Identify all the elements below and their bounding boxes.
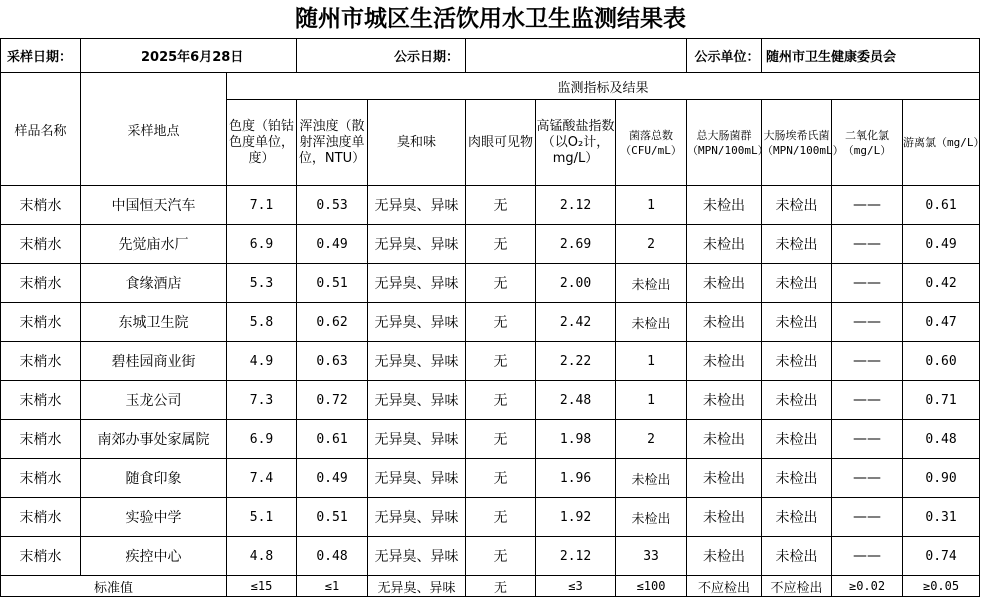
- standard-odor: 无异臭、异味: [368, 576, 466, 597]
- permanganate-cell: 2.42: [536, 303, 616, 342]
- standard-turbidity: ≤1: [297, 576, 368, 597]
- color-cell: 6.9: [227, 225, 297, 264]
- header-ecoli: 大肠埃希氏菌（MPN/100mL）: [762, 100, 832, 186]
- odor-cell: 无异臭、异味: [368, 303, 466, 342]
- publish-unit-label: 公示单位：: [687, 39, 762, 73]
- data-body: [1, 186, 980, 576]
- ecoli-cell: 未检出: [762, 498, 832, 537]
- turbidity-cell: 0.48: [297, 537, 368, 576]
- table-row: [1, 342, 980, 381]
- header-colony: 菌落总数（CFU/mL）: [616, 100, 687, 186]
- turbidity-cell: 0.63: [297, 342, 368, 381]
- location-cell: 食缘酒店: [81, 264, 227, 303]
- header-free-chlorine: 游离氯（mg/L）: [903, 100, 980, 186]
- permanganate-cell: 2.12: [536, 186, 616, 225]
- location-cell: 疾控中心: [81, 537, 227, 576]
- colony-cell: 未检出: [616, 264, 687, 303]
- visible-cell: 无: [466, 264, 536, 303]
- ecoli-cell: 未检出: [762, 420, 832, 459]
- table-row: [1, 303, 980, 342]
- coliform-cell: 未检出: [687, 225, 762, 264]
- color-cell: 6.9: [227, 420, 297, 459]
- results-table: [0, 38, 985, 597]
- table-row: [1, 264, 980, 303]
- ecoli-cell: 未检出: [762, 264, 832, 303]
- permanganate-cell: 2.69: [536, 225, 616, 264]
- standard-ecoli: 不应检出: [762, 576, 832, 597]
- colony-cell: 未检出: [616, 459, 687, 498]
- turbidity-cell: 0.49: [297, 459, 368, 498]
- table-row: [1, 498, 980, 537]
- odor-cell: 无异臭、异味: [368, 381, 466, 420]
- visible-cell: 无: [466, 225, 536, 264]
- sample-name-cell: 末梢水: [1, 186, 81, 225]
- permanganate-cell: 2.48: [536, 381, 616, 420]
- table-row: [1, 186, 980, 225]
- header-location: 采样地点: [81, 73, 227, 186]
- free-chlorine-cell: 0.48: [903, 420, 980, 459]
- colony-cell: 未检出: [616, 303, 687, 342]
- color-cell: 7.4: [227, 459, 297, 498]
- location-cell: 随食印象: [81, 459, 227, 498]
- standard-color: ≤15: [227, 576, 297, 597]
- permanganate-cell: 1.92: [536, 498, 616, 537]
- colony-cell: 2: [616, 225, 687, 264]
- sample-name-cell: 末梢水: [1, 459, 81, 498]
- location-cell: 碧桂园商业街: [81, 342, 227, 381]
- chlorine-dioxide-cell: ——: [832, 537, 903, 576]
- permanganate-cell: 2.12: [536, 537, 616, 576]
- sample-name-cell: 末梢水: [1, 498, 81, 537]
- free-chlorine-cell: 0.74: [903, 537, 980, 576]
- free-chlorine-cell: 0.31: [903, 498, 980, 537]
- header-color: 色度（铂钴色度单位，度）: [227, 100, 297, 186]
- free-chlorine-cell: 0.60: [903, 342, 980, 381]
- color-cell: 4.9: [227, 342, 297, 381]
- location-cell: 南郊办事处家属院: [81, 420, 227, 459]
- publish-unit-value: 随州市卫生健康委员会: [762, 39, 980, 73]
- ecoli-cell: 未检出: [762, 186, 832, 225]
- free-chlorine-cell: 0.47: [903, 303, 980, 342]
- turbidity-cell: 0.62: [297, 303, 368, 342]
- header-chlorine-dioxide: 二氧化氯（mg/L）: [832, 100, 903, 186]
- free-chlorine-cell: 0.49: [903, 225, 980, 264]
- standard-permanganate: ≤3: [536, 576, 616, 597]
- coliform-cell: 未检出: [687, 420, 762, 459]
- standard-chlorine-dioxide: ≥0.02: [832, 576, 903, 597]
- colony-cell: 未检出: [616, 498, 687, 537]
- colony-cell: 1: [616, 381, 687, 420]
- colony-cell: 2: [616, 420, 687, 459]
- table-row: [1, 420, 980, 459]
- odor-cell: 无异臭、异味: [368, 498, 466, 537]
- color-cell: 4.8: [227, 537, 297, 576]
- standard-free-chlorine: ≥0.05: [903, 576, 980, 597]
- odor-cell: 无异臭、异味: [368, 459, 466, 498]
- header-sample-name: 样品名称: [1, 73, 81, 186]
- odor-cell: 无异臭、异味: [368, 264, 466, 303]
- visible-cell: 无: [466, 459, 536, 498]
- sample-date-label: 采样日期：: [1, 39, 81, 73]
- free-chlorine-cell: 0.71: [903, 381, 980, 420]
- visible-cell: 无: [466, 498, 536, 537]
- ecoli-cell: 未检出: [762, 537, 832, 576]
- location-cell: 东城卫生院: [81, 303, 227, 342]
- publish-date-value: [466, 39, 687, 73]
- sample-name-cell: 末梢水: [1, 225, 81, 264]
- meta-row: [1, 39, 980, 73]
- coliform-cell: 未检出: [687, 303, 762, 342]
- location-cell: 先觉庙水厂: [81, 225, 227, 264]
- ecoli-cell: 未检出: [762, 225, 832, 264]
- table-row: [1, 381, 980, 420]
- standard-visible: 无: [466, 576, 536, 597]
- table-row: [1, 459, 980, 498]
- standard-coliform: 不应检出: [687, 576, 762, 597]
- visible-cell: 无: [466, 303, 536, 342]
- location-cell: 实验中学: [81, 498, 227, 537]
- coliform-cell: 未检出: [687, 186, 762, 225]
- color-cell: 7.1: [227, 186, 297, 225]
- color-cell: 7.3: [227, 381, 297, 420]
- free-chlorine-cell: 0.90: [903, 459, 980, 498]
- chlorine-dioxide-cell: ——: [832, 186, 903, 225]
- chlorine-dioxide-cell: ——: [832, 420, 903, 459]
- chlorine-dioxide-cell: ——: [832, 264, 903, 303]
- standard-row: [1, 576, 980, 597]
- turbidity-cell: 0.49: [297, 225, 368, 264]
- turbidity-cell: 0.53: [297, 186, 368, 225]
- odor-cell: 无异臭、异味: [368, 420, 466, 459]
- standard-colony: ≤100: [616, 576, 687, 597]
- header-row-1: [1, 73, 980, 100]
- sample-name-cell: 末梢水: [1, 537, 81, 576]
- visible-cell: 无: [466, 342, 536, 381]
- publish-date-label: 公示日期：: [297, 39, 466, 73]
- sample-name-cell: 末梢水: [1, 303, 81, 342]
- page-title: 随州市城区生活饮用水卫生监测结果表: [295, 5, 686, 32]
- chlorine-dioxide-cell: ——: [832, 342, 903, 381]
- odor-cell: 无异臭、异味: [368, 342, 466, 381]
- turbidity-cell: 0.51: [297, 498, 368, 537]
- turbidity-cell: 0.61: [297, 420, 368, 459]
- colony-cell: 1: [616, 186, 687, 225]
- header-visible: 肉眼可见物: [466, 100, 536, 186]
- color-cell: 5.3: [227, 264, 297, 303]
- sample-name-cell: 末梢水: [1, 381, 81, 420]
- header-turbidity: 浑浊度（散射浑浊度单位，NTU）: [297, 100, 368, 186]
- table-row: [1, 537, 980, 576]
- color-cell: 5.1: [227, 498, 297, 537]
- sample-date-value: 2025年6月28日: [81, 39, 297, 73]
- coliform-cell: 未检出: [687, 459, 762, 498]
- visible-cell: 无: [466, 537, 536, 576]
- odor-cell: 无异臭、异味: [368, 537, 466, 576]
- odor-cell: 无异臭、异味: [368, 225, 466, 264]
- free-chlorine-cell: 0.61: [903, 186, 980, 225]
- color-cell: 5.8: [227, 303, 297, 342]
- sample-name-cell: 末梢水: [1, 420, 81, 459]
- sample-name-cell: 末梢水: [1, 264, 81, 303]
- ecoli-cell: 未检出: [762, 459, 832, 498]
- colony-cell: 1: [616, 342, 687, 381]
- ecoli-cell: 未检出: [762, 342, 832, 381]
- coliform-cell: 未检出: [687, 498, 762, 537]
- chlorine-dioxide-cell: ——: [832, 303, 903, 342]
- turbidity-cell: 0.51: [297, 264, 368, 303]
- turbidity-cell: 0.72: [297, 381, 368, 420]
- chlorine-dioxide-cell: ——: [832, 225, 903, 264]
- ecoli-cell: 未检出: [762, 303, 832, 342]
- permanganate-cell: 1.96: [536, 459, 616, 498]
- permanganate-cell: 2.22: [536, 342, 616, 381]
- coliform-cell: 未检出: [687, 342, 762, 381]
- free-chlorine-cell: 0.42: [903, 264, 980, 303]
- visible-cell: 无: [466, 186, 536, 225]
- location-cell: 玉龙公司: [81, 381, 227, 420]
- chlorine-dioxide-cell: ——: [832, 498, 903, 537]
- location-cell: 中国恒天汽车: [81, 186, 227, 225]
- odor-cell: 无异臭、异味: [368, 186, 466, 225]
- coliform-cell: 未检出: [687, 381, 762, 420]
- header-coliform: 总大肠菌群（MPN/100mL）: [687, 100, 762, 186]
- header-indicators-group: 监测指标及结果: [227, 73, 980, 100]
- visible-cell: 无: [466, 381, 536, 420]
- sample-name-cell: 末梢水: [1, 342, 81, 381]
- header-odor: 臭和味: [368, 100, 466, 186]
- ecoli-cell: 未检出: [762, 381, 832, 420]
- chlorine-dioxide-cell: ——: [832, 381, 903, 420]
- table-row: [1, 225, 980, 264]
- colony-cell: 33: [616, 537, 687, 576]
- coliform-cell: 未检出: [687, 537, 762, 576]
- chlorine-dioxide-cell: ——: [832, 459, 903, 498]
- coliform-cell: 未检出: [687, 264, 762, 303]
- header-permanganate: 高锰酸盐指数（以O₂计，mg/L）: [536, 100, 616, 186]
- permanganate-cell: 2.00: [536, 264, 616, 303]
- permanganate-cell: 1.98: [536, 420, 616, 459]
- standard-label: 标准值: [1, 576, 227, 597]
- visible-cell: 无: [466, 420, 536, 459]
